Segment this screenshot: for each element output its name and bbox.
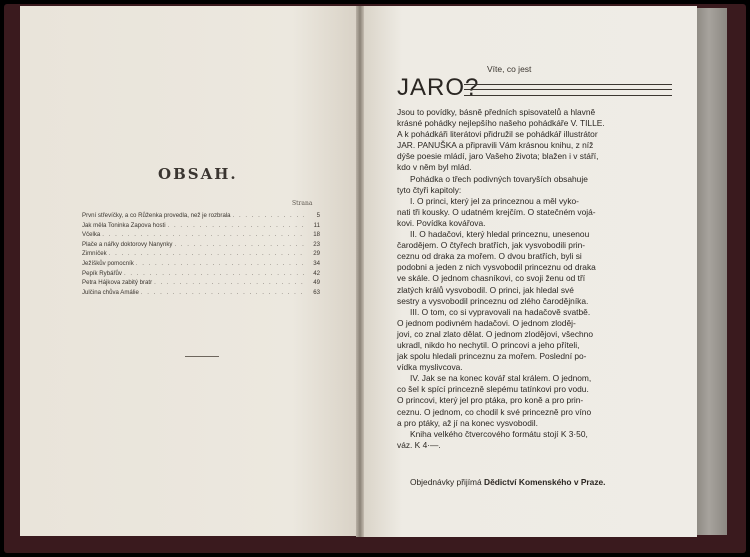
body-line: O jednom podivném hadačovi. O jednom zloděj-: [397, 317, 576, 328]
toc-entry: [82, 221, 320, 231]
body-line: tyto čtyři kapitoly:: [397, 184, 462, 195]
body-line: čarodějem. O čtyřech bratřích, jak vysvobodili prin-: [397, 240, 586, 251]
toc-entry-title: Julčina chůva Amálie: [82, 288, 139, 296]
body-line: Pohádka o třech podivných tovaryších obsahuje: [410, 173, 588, 184]
contents-title: OBSAH.: [158, 165, 238, 183]
book-gutter: [356, 6, 364, 537]
ad-kicker: Víte, co jest: [487, 64, 532, 74]
toc-leader-dots: [168, 221, 304, 231]
body-line: O princovi, který jel pro ptáka, pro koně a pro prin-: [397, 395, 584, 406]
toc-entry-title: Plače a nářky doktorovy Nanynky: [82, 240, 173, 248]
toc-entry: [82, 278, 320, 288]
body-line: nati tři kousky. O udatném krejčím. O statečném vojá-: [397, 206, 596, 217]
toc-entry-title: První střevíčky, a co Růženka provedla, než je rozbrala: [82, 212, 231, 219]
body-line: vídka myslivcova.: [397, 362, 463, 373]
toc-entry: [82, 269, 320, 279]
body-line: IV. Jak se na konec kovář stal králem. O jednom,: [410, 373, 592, 384]
toc-entry-title: Pepík Rybářův: [82, 269, 122, 277]
toc-entry-page: 5: [316, 212, 320, 219]
body-line: podobni a jeden z nich vysvobodil princeznu od draka: [397, 262, 596, 273]
body-line: ceznu. O jednom, co chodil k své princezně pro víno: [397, 406, 592, 417]
body-line: Jsou to povídky, básně předních spisovatelů a hlavně: [397, 107, 596, 117]
headline-rules: [464, 84, 672, 96]
body-line: co šel k spící princezně slepému tatínkovi pro vodu.: [397, 384, 589, 395]
body-line: II. O hadačovi, který hledal princeznu, unesenou: [410, 229, 590, 240]
toc-entry-title: Jak měla Toninka Zapova hosti: [82, 221, 166, 229]
toc-entry: [82, 211, 320, 221]
toc-entry-page: 11: [313, 221, 320, 229]
body-line: III. O tom, co si vypravovali na hadačově svatbě.: [410, 306, 591, 317]
toc-entry-title: Ježíškův pomocník: [82, 259, 134, 267]
body-line: kdo v něm byl mlád.: [397, 162, 472, 173]
ad-body-text: [397, 107, 631, 451]
body-line: ve skále. O jednom chasníkovi, co svoji ženu od tří: [397, 273, 586, 284]
toc-leader-dots: [102, 230, 304, 240]
toc-entry: [82, 288, 320, 298]
toc-entry-page: 29: [313, 250, 320, 258]
body-line: jovi, co znal zlato dělat. O jednom zlodějovi, všechno: [397, 328, 593, 339]
body-line: ukradl, nikdo ho nechytil. O princovi a jeho příteli,: [397, 339, 580, 350]
toc-entry-page: 49: [313, 279, 320, 287]
body-line: dýše poesie mládí, jaro Vašeho života; blažen i v stáří,: [397, 151, 599, 162]
toc-entry: [82, 249, 320, 259]
toc-leader-dots: [141, 288, 304, 298]
order-line: [410, 477, 606, 487]
toc-leader-dots: [233, 211, 304, 221]
body-line: jak spolu hledali princeznu za mořem. Poslední po-: [397, 351, 587, 362]
body-line: JAR. PANUŠKA a připravili Vám krásnou knihu, z níž: [397, 140, 594, 151]
toc-entry-page: 23: [313, 240, 320, 248]
toc-column-header: Strana: [292, 200, 313, 207]
toc-leader-dots: [154, 278, 304, 288]
toc-leader-dots: [109, 249, 304, 259]
toc-entry-page: 34: [313, 259, 320, 267]
toc-leader-dots: [124, 269, 304, 279]
toc-leader-dots: [136, 259, 304, 269]
toc-entry-title: Včelka: [82, 231, 101, 239]
body-line: Kniha velkého čtvercového formátu stojí K 3·50,: [410, 428, 588, 439]
toc-entry-page: 18: [313, 231, 320, 239]
toc-entry: [82, 240, 320, 250]
page-edges: [697, 8, 727, 535]
body-line: krásné pohádky nejlepšího našeho pohádkáře V. TILLE.: [397, 118, 605, 129]
toc-leader-dots: [174, 240, 304, 250]
toc-entry-title: Petra Hájkova zabitý bratr: [82, 279, 153, 287]
toc-entry-page: 63: [313, 288, 320, 296]
body-line: sestry a vysvobodil princeznu od zlého čarodějníka.: [397, 295, 589, 306]
divider-rule: [185, 356, 219, 357]
body-line: zlatých králů vysvobodil. O princi, jak hledal své: [397, 284, 574, 295]
table-of-contents: [82, 211, 320, 297]
toc-entry-title: Zimníček: [82, 250, 107, 258]
order-prefix: Objednávky přijímá: [410, 477, 482, 487]
body-line: kovi. Povídka kovářova.: [397, 217, 486, 228]
body-line: váz. K 4·—.: [397, 439, 441, 450]
toc-entry: [82, 259, 320, 269]
order-publisher: Dědictví Komenského v Praze.: [484, 477, 606, 487]
toc-entry: [82, 230, 320, 240]
body-line: a pro ptáky, až jí na konec vysvobodil.: [397, 417, 538, 428]
body-line: ceznu od draka za mořem. O dvou bratřích, byli si: [397, 251, 582, 262]
ad-headline: JARO?: [397, 74, 480, 101]
body-line: A k pohádkáři literátovi přidružil se pohádkář illustrátor: [397, 129, 598, 140]
toc-entry-page: 42: [313, 269, 320, 277]
body-line: I. O princi, který jel za princeznou a měl vyko-: [410, 195, 579, 206]
